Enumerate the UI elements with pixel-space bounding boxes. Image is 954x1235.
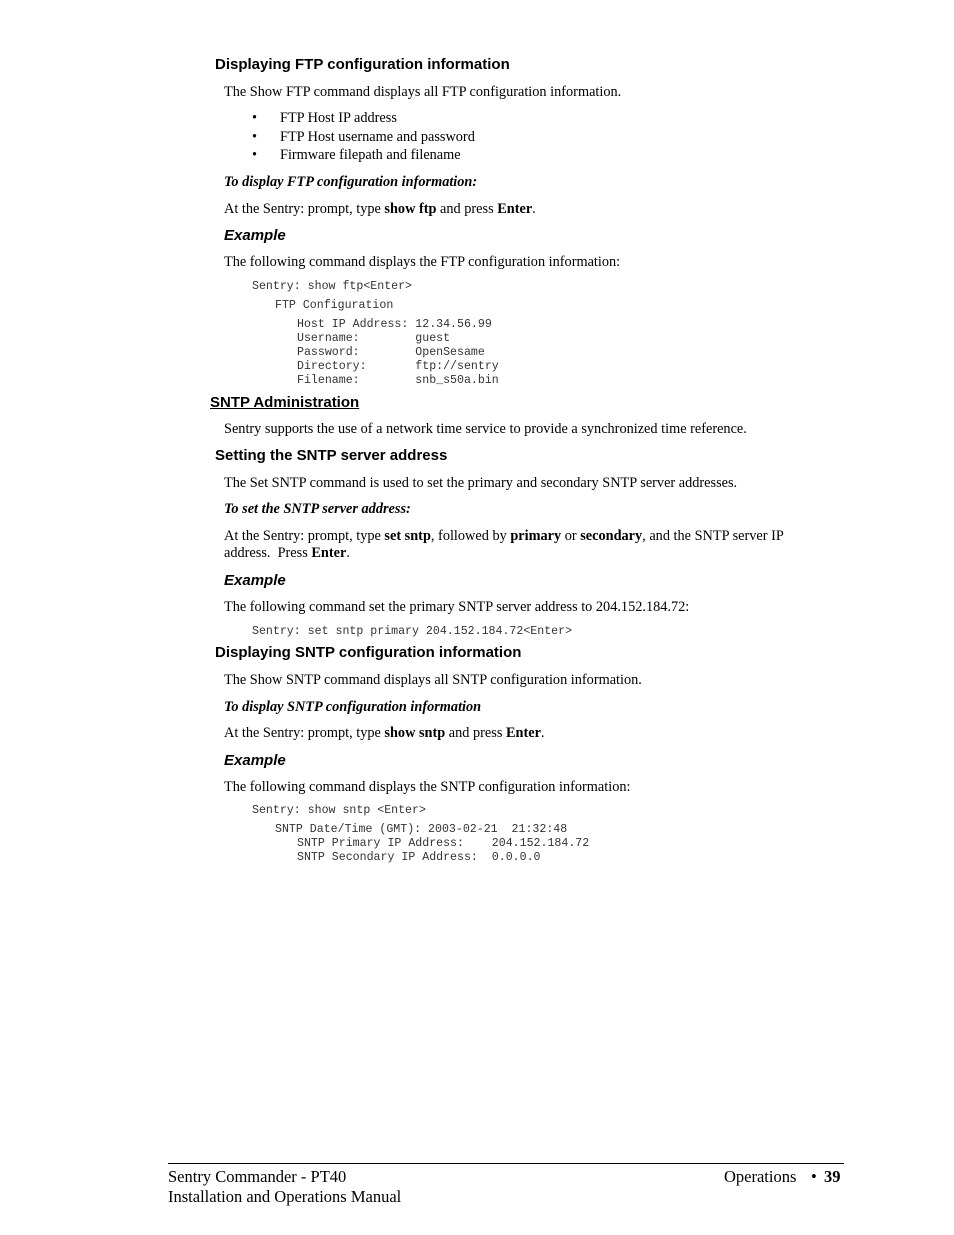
sntp-display-procedure-title: To display SNTP configuration information (224, 699, 482, 715)
ftp-example-intro: The following command displays the FTP configuration information: (224, 254, 621, 270)
sntp-display-example-intro: The following command displays the SNTP configuration information: (224, 779, 631, 795)
footer-title: Sentry Commander - PT40 (168, 1167, 347, 1186)
ftp-code-command: Sentry: show ftp<Enter> (252, 280, 413, 293)
ftp-procedure: At the Sentry: prompt, type show ftp and press Enter. (224, 201, 536, 217)
bullet-text-3: Firmware filepath and filename (280, 147, 461, 163)
sntp-set-example-label: Example (224, 572, 286, 589)
sntp-display-procedure: At the Sentry: prompt, type show sntp and press Enter. (224, 725, 545, 741)
ftp-code-row: Host IP Address: 12.34.56.99 (297, 318, 492, 331)
sntp-display-code-command: Sentry: show sntp <Enter> (252, 804, 426, 817)
sntp-set-code: Sentry: set sntp primary 204.152.184.72<Enter> (252, 625, 573, 638)
sntp-display-code-line1: SNTP Date/Time (GMT): 2003-02-21 21:32:48 (275, 823, 568, 836)
ftp-code-row: Password: OpenSesame (297, 346, 485, 359)
ftp-code-title: FTP Configuration (275, 299, 394, 312)
sntp-set-intro: The Set SNTP command is used to set the primary and secondary SNTP server addresses. (224, 475, 738, 491)
heading-sntp-display: Displaying SNTP configuration information (215, 644, 522, 661)
bullet-text-2: FTP Host username and password (280, 129, 475, 145)
sntp-display-code-row: SNTP Secondary IP Address: 0.0.0.0 (297, 851, 541, 864)
page-number: 39 (824, 1167, 841, 1186)
heading-sntp-set: Setting the SNTP server address (215, 447, 448, 464)
sntp-set-example-intro: The following command set the primary SNTP server address to 204.152.184.72: (224, 599, 690, 615)
heading-sntp-administration: SNTP Administration (210, 394, 360, 411)
bullet-text-1: FTP Host IP address (280, 110, 397, 126)
ftp-code-row: Filename: snb_s50a.bin (297, 374, 499, 387)
sntp-display-code-row: SNTP Primary IP Address: 204.152.184.72 (297, 837, 590, 850)
sntp-set-procedure-title: To set the SNTP server address: (224, 501, 411, 517)
sntp-set-procedure-line1: At the Sentry: prompt, type set sntp, followed by primary or secondary, and the SNTP server IP (224, 528, 784, 544)
sntp-set-procedure-line2: address. Press Enter. (224, 545, 350, 561)
ftp-code-row: Username: guest (297, 332, 451, 345)
bullet-1: • (252, 110, 258, 126)
sntp-admin-intro: Sentry supports the use of a network time service to provide a synchronized time reference. (224, 421, 747, 437)
ftp-procedure-title: To display FTP configuration information: (224, 174, 478, 190)
footer-section: Operations (724, 1167, 797, 1186)
footer-bullet: • (811, 1167, 817, 1186)
ftp-example-label: Example (224, 227, 286, 244)
sntp-display-intro: The Show SNTP command displays all SNTP configuration information. (224, 672, 642, 688)
bullet-2: • (252, 129, 258, 145)
bullet-3: • (252, 147, 258, 163)
footer-subtitle: Installation and Operations Manual (168, 1187, 402, 1206)
heading-ftp-display: Displaying FTP configuration information (215, 56, 510, 73)
ftp-intro: The Show FTP command displays all FTP configuration information. (224, 84, 622, 100)
footer-rule (168, 1163, 844, 1164)
ftp-code-row: Directory: ftp://sentry (297, 360, 499, 373)
sntp-display-example-label: Example (224, 752, 286, 769)
